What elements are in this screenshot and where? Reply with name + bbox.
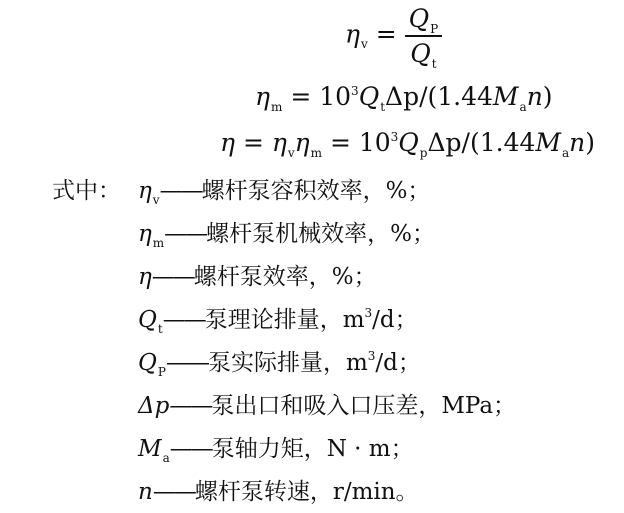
m-symbol: M bbox=[492, 82, 519, 111]
fraction-numerator bbox=[405, 4, 443, 35]
subscript: m bbox=[310, 146, 322, 160]
definition-subscript: P bbox=[157, 365, 166, 379]
q-symbol: Q bbox=[408, 4, 430, 33]
equation-volumetric-efficiency bbox=[345, 4, 442, 71]
equals-sign: = bbox=[375, 19, 397, 49]
definition-subscript: t bbox=[157, 322, 163, 336]
equation-mechanical-efficiency bbox=[255, 82, 553, 114]
subscript: P bbox=[430, 22, 439, 36]
subscript: v bbox=[287, 146, 295, 160]
definition-row bbox=[138, 259, 377, 295]
definition-dash: —— bbox=[164, 221, 207, 247]
n-symbol: n bbox=[569, 128, 586, 157]
definition-row bbox=[138, 216, 435, 252]
n-symbol: n bbox=[526, 82, 543, 111]
close-paren: ) bbox=[585, 128, 596, 157]
definition-dash: —— bbox=[152, 479, 195, 505]
definition-text: 泵出口和吸入口压差，MPa； bbox=[211, 393, 517, 419]
definition-text: 螺杆泵容积效率，%； bbox=[201, 178, 431, 204]
eta-symbol: η bbox=[294, 128, 310, 157]
close-paren: ) bbox=[542, 82, 553, 111]
definition-symbol: n bbox=[138, 479, 153, 505]
fraction-denominator bbox=[405, 37, 443, 71]
definition-symbol: Q bbox=[138, 307, 157, 333]
equals-ten: = 10 bbox=[290, 82, 352, 111]
definition-row bbox=[138, 431, 414, 467]
q-symbol: Q bbox=[358, 82, 380, 111]
definition-symbol: Δp bbox=[138, 393, 170, 419]
definition-text: 泵理论排量，m bbox=[204, 307, 365, 333]
definition-tail: /d； bbox=[375, 350, 421, 376]
definition-symbol: M bbox=[138, 436, 162, 462]
m-symbol: M bbox=[535, 128, 561, 157]
subscript: m bbox=[270, 100, 283, 114]
definition-subscript: m bbox=[152, 236, 165, 250]
definition-row bbox=[138, 388, 516, 424]
definition-row bbox=[138, 474, 419, 510]
definition-dash: —— bbox=[162, 307, 205, 333]
definition-subscript: a bbox=[162, 451, 170, 465]
definition-dash: —— bbox=[169, 393, 212, 419]
subscript: a bbox=[562, 146, 570, 160]
definition-tail: /d； bbox=[372, 307, 418, 333]
where-label-text: 式中： bbox=[52, 178, 121, 204]
definition-text: 螺杆泵效率，%； bbox=[193, 264, 377, 290]
definition-symbol: η bbox=[138, 264, 152, 290]
definition-row bbox=[138, 173, 430, 209]
equals-sign: = bbox=[242, 128, 264, 157]
definition-subscript: v bbox=[152, 193, 160, 207]
definition-superscript: 3 bbox=[367, 349, 376, 363]
definition-text: 螺杆泵机械效率，%； bbox=[206, 221, 436, 247]
definition-symbol: η bbox=[138, 221, 152, 247]
equation-total-efficiency bbox=[220, 128, 596, 160]
eta-symbol: η bbox=[345, 19, 360, 49]
exponent: 3 bbox=[351, 84, 359, 98]
eta-symbol: η bbox=[220, 128, 235, 157]
exponent: 3 bbox=[390, 130, 399, 144]
definition-dash: —— bbox=[165, 350, 208, 376]
definition-symbol: η bbox=[138, 178, 152, 204]
q-symbol: Q bbox=[398, 128, 419, 157]
eta-symbol: η bbox=[271, 128, 287, 157]
definition-row bbox=[138, 302, 418, 338]
expression-rest: Δp/(1.44 bbox=[385, 82, 493, 111]
equals-ten: = 10 bbox=[329, 128, 391, 157]
subscript: v bbox=[360, 37, 368, 52]
subscript: p bbox=[419, 146, 428, 160]
definition-dash: —— bbox=[169, 436, 212, 462]
definition-symbol: Q bbox=[138, 350, 157, 376]
definition-superscript: 3 bbox=[364, 306, 373, 320]
q-symbol: Q bbox=[410, 38, 431, 68]
where-label bbox=[52, 173, 121, 209]
subscript: a bbox=[519, 100, 527, 114]
eta-symbol: η bbox=[255, 82, 270, 111]
definition-text: 螺杆泵转速，r/min。 bbox=[194, 479, 419, 505]
subscript: t bbox=[380, 100, 386, 114]
fraction bbox=[405, 4, 443, 71]
subscript: t bbox=[431, 56, 437, 71]
expression-rest: Δp/(1.44 bbox=[427, 128, 536, 157]
definition-text: 泵轴力矩，N · m； bbox=[211, 436, 414, 462]
definition-dash: —— bbox=[159, 178, 202, 204]
definition-row bbox=[138, 345, 421, 381]
definition-text: 泵实际排量，m bbox=[207, 350, 368, 376]
definition-dash: —— bbox=[151, 264, 194, 290]
